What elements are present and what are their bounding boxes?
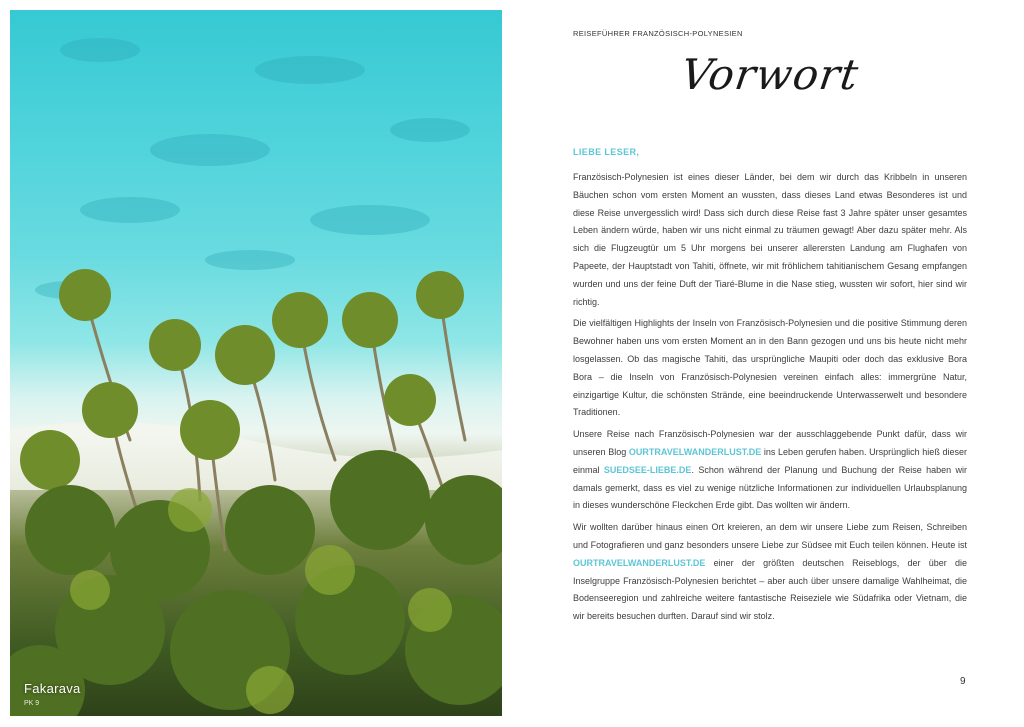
paragraph-1: Französisch-Polynesien ist eines dieser Länder, bei dem wir durch das Kribbeln in unseren Bäuchen schon vom ersten Moment an wussten, dass dieses Land etwas Besonderes ist und diese Reise unvergesslich wird! Dass sich durch diese Reise fast 3 Jahre später unser gesamtes Leben ändern würde, haben wir uns nicht einmal zu träumen gewagt! Aber dazu später mehr. Als sich die Flugzeugtür um 5 Uhr morgens bei unserer allerersten Landung am Flughafen von Papeete, der Hauptstadt von Tahiti, öffnete, wir mit fröhlichem tahitianischem Gesang empfangen wurden und uns der feine Duft der Tiaré-Blume in die Nase stieg, wussten wir sofort, hier sind wir richtig. bbox=[573, 172, 967, 307]
paragraph-3-part-a: Unsere Reise nach Französisch-Polynesien war der ausschlaggebende Punkt dafür, dass wir unseren Blog bbox=[573, 429, 967, 457]
salutation: LIEBE LESER, bbox=[573, 147, 640, 157]
paragraph-3 bbox=[573, 426, 967, 515]
paragraph-3-part-c: . Schon während der Planung und Buchung der Reise haben wir damals gemerkt, dass es viel zu wenige nützliche Informationen zur individuellen Urlaubsplanung in dieses wunderschöne Fleckchen Erde gibt. Das wollten wir ändern. bbox=[573, 464, 968, 511]
blog-link[interactable]: OURTRAVELWANDERLUST.DE bbox=[628, 446, 762, 457]
paragraph-2: Die vielfältigen Highlights der Inseln von Französisch-Polynesien und die positive Stimmung deren Bewohner haben uns vom ersten Moment an in den Bann gezogen und uns bis heute nicht mehr losgelassen. Ob das magische Tahiti, das ursprüngliche Maupiti oder doch das exklusive Bora Bora – die Inseln von Französisch-Polynesien vereinen einfach alles: immergrüne Natur, einzigartige Kultur, die schönsten Strände, eine beeindruckende Unterwasserwelt und besondere Traditionen. bbox=[573, 318, 967, 418]
page-title: Vorwort bbox=[678, 50, 862, 99]
paragraph-3-part-b: ins Leben gerufen haben. Ursprünglich hieß dieser einmal bbox=[573, 446, 967, 475]
body-text bbox=[573, 147, 967, 630]
paragraph-4-part-a: Wir wollten darüber hinaus einen Ort kreieren, an dem wir unsere Liebe zum Reisen, Schreiben und Fotografieren und ganz besonders unsere Liebe zur Südsee mit Euch teilen können. Heute ist bbox=[573, 522, 967, 550]
photo-subcaption: PK 9 bbox=[24, 700, 40, 707]
blog-link-2[interactable]: OURTRAVELWANDERLUST.DE bbox=[573, 557, 706, 568]
palm-beach-illustration bbox=[10, 10, 502, 716]
old-blog-link[interactable]: SUEDSEE-LIEBE.DE bbox=[603, 464, 692, 475]
page-number: 9 bbox=[960, 676, 966, 687]
paragraph-4 bbox=[573, 519, 967, 626]
running-header: REISEFÜHRER FRANZÖSISCH-POLYNESIEN bbox=[573, 29, 743, 38]
photo-caption: Fakarava bbox=[24, 681, 81, 696]
paragraph-4-part-b: einer der größten deutschen Reiseblogs, der über die Inselgruppe Französisch-Polynesien berichtet – aber auch über unsere damalige Wahlheimat, die Bodenseeregion und zahlreiche weitere fantastische Reiseziele wie Südafrika oder Vietnam, die wir bereits besuchen durften. Darauf sind wir stolz. bbox=[573, 557, 967, 622]
cover-photo-fakarava bbox=[10, 10, 502, 716]
